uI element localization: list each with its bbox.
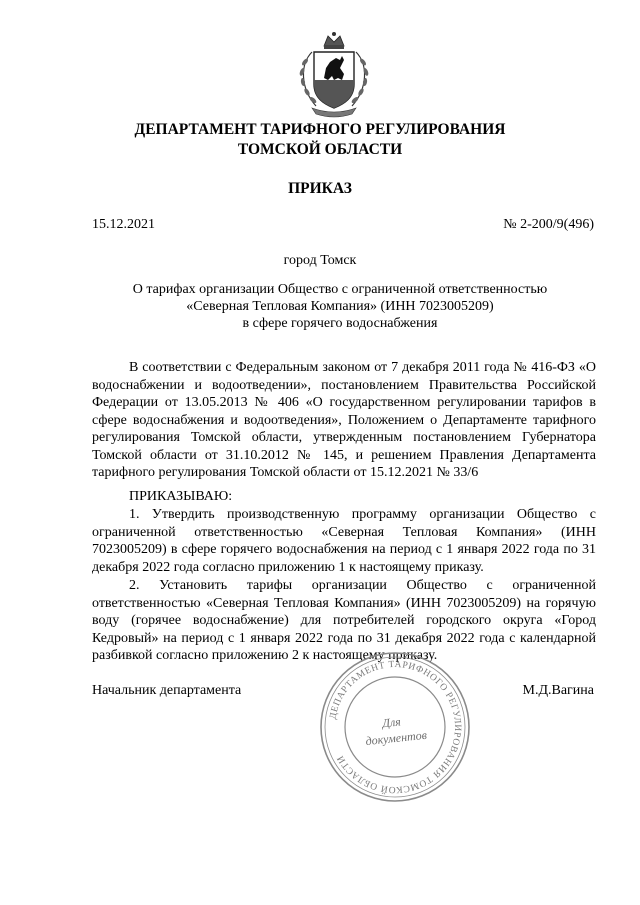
ribbon-icon [312, 108, 356, 117]
department-title-line1: ДЕПАРТАМЕНТ ТАРИФНОГО РЕГУЛИРОВАНИЯ [134, 121, 506, 138]
stamp-center-line2: документов [364, 727, 428, 749]
stamp-ring-text: ДЕПАРТАМЕНТ ТАРИФНОГО РЕГУЛИРОВАНИЯ ТОМСКОЙ ОБЛАСТИ [328, 659, 463, 795]
crown-icon [324, 32, 344, 49]
order-date: 15.12.2021 [92, 217, 155, 232]
coat-of-arms-emblem [290, 28, 378, 118]
subject-line: «Северная Тепловая Компания» (ИНН 7023005209) [186, 299, 494, 314]
document-type: ПРИКАЗ [288, 180, 352, 197]
order-number: № 2-200/9(496) [503, 217, 594, 232]
subject-line: О тарифах организации Общество с ограниченной ответственностью [132, 282, 548, 297]
subject-line: в сфере горячего водоснабжения [242, 316, 438, 331]
shield-icon [314, 52, 354, 108]
signatory-name: М.Д.Вагина [522, 683, 594, 698]
preamble-paragraph: В соответствии с Федеральным законом от 7 декабря 2011 года № 416-ФЗ «О водоснабжении и водоотведении», постановлением Правительства Российской Федерации от 13.05.2013 № 406 «О государственном регулировании тарифов в сфере водоснабжения и водоотведения», Положением о Департаменте тарифного регулирования Томской области, утвержденным постановлением Губернатора Томской области от 31.10.2012 № 145, и решением Правления Департамента тарифного регулирования Томской области от 15.12.2021 № 33/6 [92, 360, 596, 480]
city-name: город Томск [283, 253, 357, 268]
stamp-center-line1: Для [381, 714, 402, 731]
order-item-1: 1. Утвердить производственную программу организации Общество с ограниченной ответственностью «Северная Тепловая Компания» (ИНН 7023005209) в сфере горячего водоснабжения на период с 1 января 2022 года по 31 декабря 2022 года согласно приложению 1 к настоящему приказу. [92, 507, 596, 575]
department-title-line2: ТОМСКОЙ ОБЛАСТИ [237, 141, 403, 158]
order-subject [70, 281, 610, 332]
signatory-title: Начальник департамента [92, 683, 242, 698]
order-directive: ПРИКАЗЫВАЮ: [129, 489, 233, 504]
order-item-2: 2. Установить тарифы организации Общество с ограниченной ответственностью «Северная Тепловая Компания» (ИНН 7023005209) на горячую воду (горячее водоснабжение) для потребителей городского округа «Город Кедровый» на период с 1 января 2022 года по 31 декабря 2022 года с календарной разбивкой согласно приложению 2 к настоящему приказу. [92, 578, 596, 663]
official-stamp [318, 650, 472, 804]
